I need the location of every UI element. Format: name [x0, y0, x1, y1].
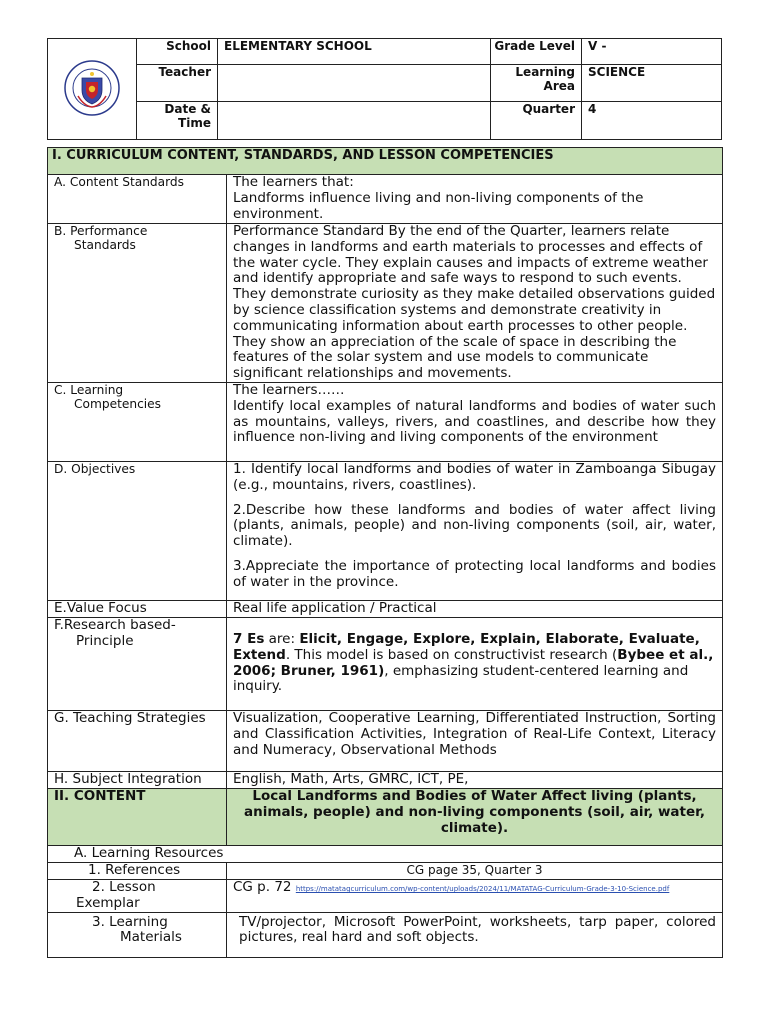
learning-area-label-line2: Area — [543, 79, 575, 93]
learning-resources-label: A. Learning Resources — [48, 845, 723, 862]
subject-integration-text: English, Math, Arts, GMRC, ICT, PE, — [227, 771, 723, 788]
school-value: ELEMENTARY SCHOOL — [218, 39, 491, 65]
content-standards-intro: The learners that: — [233, 174, 354, 190]
deped-seal-icon — [64, 60, 120, 116]
content-standards-label: A. Content Standards — [48, 175, 227, 224]
research-text-1: are: — [264, 630, 300, 647]
objective-2: 2.Describe how these landforms and bodies of water affect living (plants, animals, people) and non-living components (soil, air, water, climate). — [233, 501, 716, 550]
objective-1: 1. Identify local landforms and bodies of water in Zamboanga Sibugay (e.g., mountains, rivers, coastlines). — [233, 460, 716, 493]
teaching-strategies-text: Visualization, Cooperative Learning, Differentiated Instruction, Sorting and Classification Activities, Integration of Real-Life Context, Literacy and Numeracy, Observational Methods — [227, 710, 723, 771]
references-value: CG page 35, Quarter 3 — [227, 862, 723, 879]
materials-label-line2: Materials — [120, 929, 182, 946]
lesson-exemplar-cell — [227, 879, 723, 912]
research-principle-text — [227, 617, 723, 710]
teacher-label: Teacher — [137, 65, 218, 102]
teacher-value — [218, 65, 491, 102]
lesson-plan-table — [47, 147, 723, 958]
grade-value: V - — [582, 39, 722, 65]
learning-area-value: SCIENCE — [582, 65, 722, 102]
research-phases: Elicit, Engage, Explore, Explain, Elaborate, Evaluate, Extend — [233, 630, 700, 663]
teaching-strategies-label: G. Teaching Strategies — [48, 710, 227, 771]
content-standards-cell — [227, 175, 723, 224]
value-focus-label: E.Value Focus — [48, 600, 227, 617]
date-label-line1: Date & — [164, 102, 211, 116]
performance-standards-label — [48, 224, 227, 383]
lesson-exemplar-label — [48, 879, 227, 912]
materials-label-line1: 3. Learning — [92, 913, 168, 930]
learning-materials-value: TV/projector, Microsoft PowerPoint, worksheets, tarp paper, colored pictures, real hard and soft objects. — [227, 912, 723, 957]
exemplar-value: CG p. 72 — [233, 878, 292, 895]
learning-area-label — [491, 65, 582, 102]
research-principle-label — [48, 617, 227, 710]
research-text-2: . This model is based on constructivist research ( — [285, 646, 618, 663]
exemplar-label-line2: Exemplar — [76, 894, 140, 911]
learning-materials-label — [48, 912, 227, 957]
date-time-label — [137, 102, 218, 140]
exemplar-label-line1: 2. Lesson — [92, 878, 156, 895]
performance-label-line1: B. Performance — [54, 224, 148, 238]
quarter-value: 4 — [582, 102, 722, 140]
curriculum-link[interactable]: https://matatagcurriculum.com/wp-content/uploads/2024/11/MATATAG-Curriculum-Grade-3-10-Science.pdf — [295, 884, 670, 893]
learning-area-label-line1: Learning — [515, 65, 575, 79]
objectives-cell — [227, 461, 723, 600]
learning-competencies-cell — [227, 382, 723, 461]
section1-title: I. CURRICULUM CONTENT, STANDARDS, AND LESSON COMPETENCIES — [48, 148, 723, 175]
research-text-3: , emphasizing student-centered learning and inquiry. — [233, 662, 689, 695]
research-label-line2: Principle — [76, 632, 134, 649]
value-focus-text: Real life application / Practical — [227, 600, 723, 617]
competencies-intro: The learners…… — [233, 381, 345, 398]
learning-competencies-label — [48, 382, 227, 461]
objective-3: 3.Appreciate the importance of protecting local landforms and bodies of water in the province. — [233, 557, 716, 590]
content-text: Local Landforms and Bodies of Water Affect living (plants, animals, people) and non-living components (soil, air, water, climate). — [227, 788, 723, 845]
section2-title: II. CONTENT — [48, 788, 227, 845]
school-label: School — [137, 39, 218, 65]
research-label-line1: F.Research based- — [54, 616, 176, 633]
references-label: 1. References — [48, 862, 227, 879]
objectives-label: D. Objectives — [48, 461, 227, 600]
subject-integration-label: H. Subject Integration — [48, 771, 227, 788]
competencies-label-line2: Competencies — [74, 396, 162, 411]
quarter-label: Quarter — [491, 102, 582, 140]
competencies-label-line1: C. Learning — [54, 382, 124, 397]
content-standards-text: Landforms influence living and non-living components of the environment. — [233, 189, 644, 222]
performance-standards-text: Performance Standard By the end of the Quarter, learners relate changes in landforms and earth materials to processes and effects of the water cycle. They explain causes and impacts of extreme weather and identify appropriate and safe ways to respond to such events. They demonstrate curiosity as they make detailed observations guided by science classification systems and demonstrate creativity in communicating information about earth processes to other people. They show an appreciation of the scale of space in describing the features of the solar system and use models to communicate significant relationships and movements. — [227, 224, 723, 383]
research-model-name: 7 Es — [233, 630, 265, 647]
performance-label-line2: Standards — [74, 237, 136, 252]
logo-cell — [48, 39, 137, 140]
grade-label: Grade Level — [491, 39, 582, 65]
competencies-text: Identify local examples of natural landforms and bodies of water such as mountains, valleys, rivers, and coastlines, and describe how they influence non-living and living components of the environment — [233, 397, 716, 446]
header-table — [47, 38, 722, 140]
date-time-value — [218, 102, 491, 140]
date-label-line2: Time — [178, 116, 211, 130]
research-citation: Bybee et al., 2006; Bruner, 1961) — [233, 646, 714, 679]
